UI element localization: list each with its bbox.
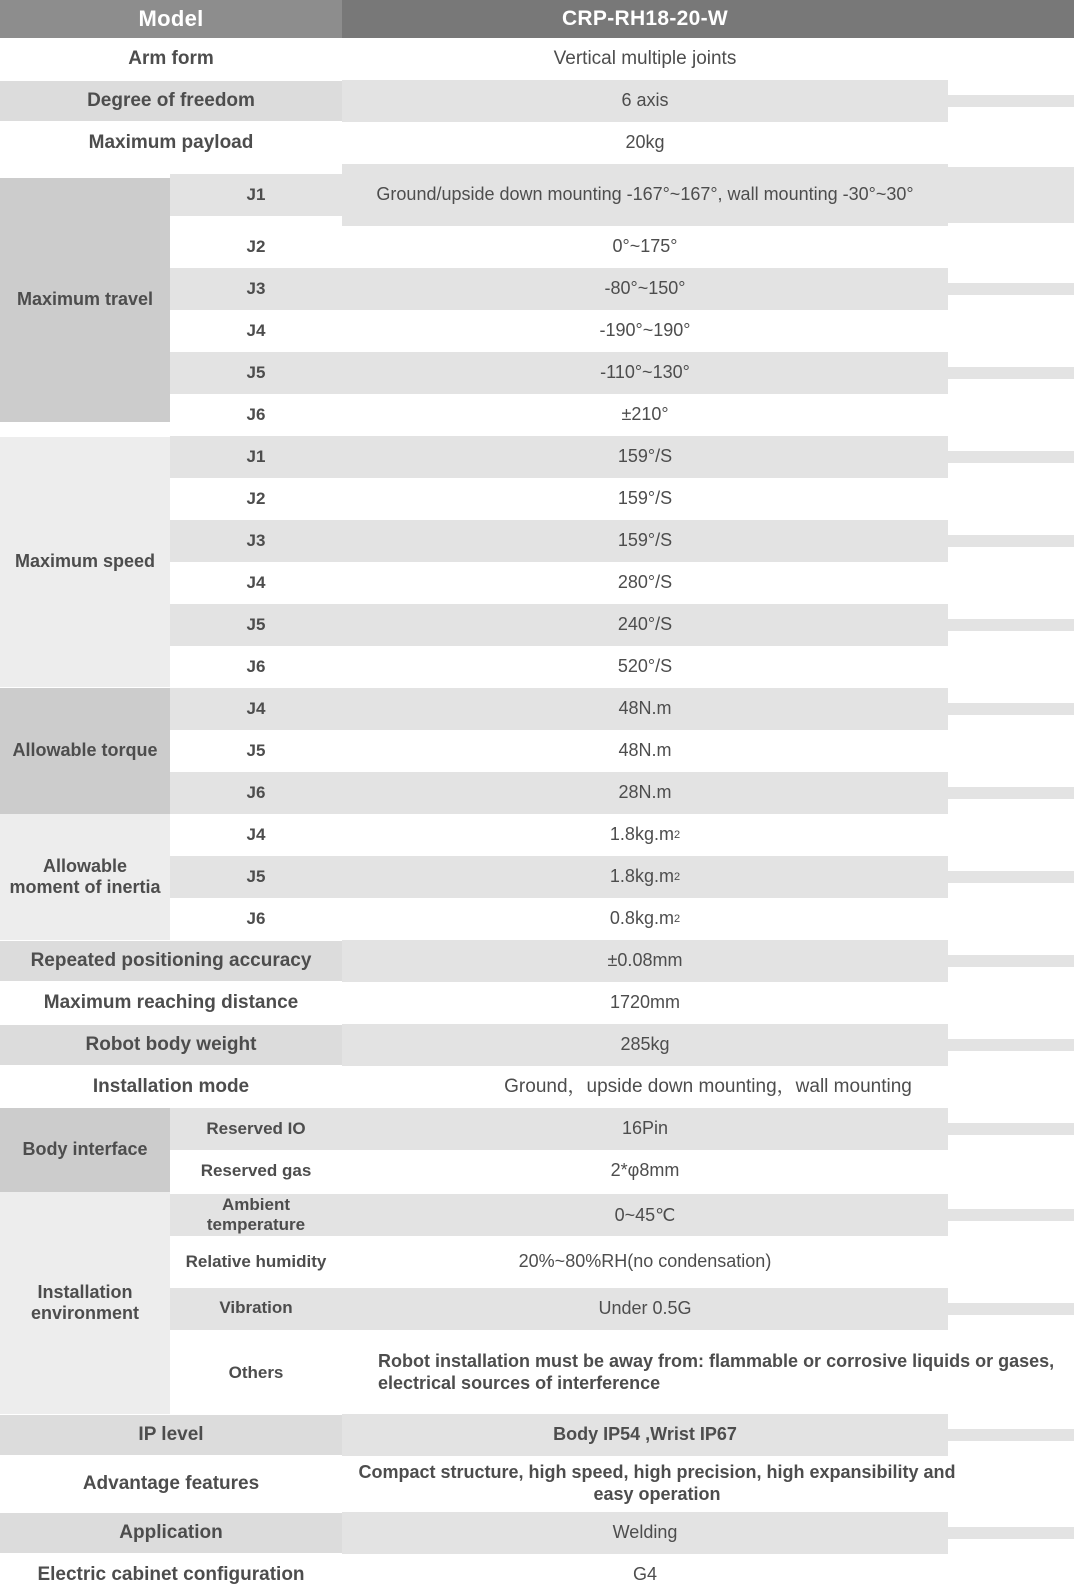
- row-pad: [948, 451, 1074, 463]
- row-value-speed-j2: 159°/S: [342, 478, 948, 520]
- row-pad: [948, 409, 1074, 421]
- row-value-dof: 6 axis: [342, 80, 948, 122]
- row-value-travel-j3: -80°~150°: [342, 268, 948, 310]
- row-value-body-weight: 285kg: [342, 1024, 948, 1066]
- moment-value-text: 1.8kg.m: [609, 866, 674, 887]
- sub-label-joint: J4: [170, 562, 342, 604]
- table-row: [0, 1414, 1074, 1456]
- row-value-travel-j4: -190°~190°: [342, 310, 948, 352]
- row-value-repeat-accuracy: ±0.08mm: [342, 940, 948, 982]
- row-pad: [948, 871, 1074, 883]
- row-pad: [948, 241, 1074, 253]
- header-model-label: Model: [0, 0, 342, 38]
- row-pad: [948, 1256, 1074, 1268]
- row-label-application: Application: [0, 1513, 342, 1553]
- moment-value-text: 0.8kg.m: [609, 908, 674, 929]
- table-row: [0, 1512, 1074, 1554]
- row-value-ambient-temperature: 0~45℃: [342, 1194, 948, 1236]
- row-pad: [948, 829, 1074, 841]
- sub-label-joint: J5: [170, 856, 342, 898]
- row-label-installation-mode: Installation mode: [0, 1067, 342, 1107]
- row-value-travel-j1: Ground/upside down mounting -167°~167°, wall mounting -30°~30°: [342, 164, 948, 226]
- row-pad: [948, 53, 1074, 65]
- sub-label-joint: J3: [170, 268, 342, 310]
- row-value-application: Welding: [342, 1512, 948, 1554]
- row-pad: [948, 1209, 1074, 1221]
- sub-label-relative-humidity: Relative humidity: [170, 1241, 342, 1283]
- group-label-allowable-moment: Allowable moment of inertia: [0, 814, 170, 940]
- group-label-maximum-speed: Maximum speed: [0, 437, 170, 687]
- sub-label-joint: J4: [170, 814, 342, 856]
- row-pad: [948, 1123, 1074, 1135]
- row-value-speed-j3: 159°/S: [342, 520, 948, 562]
- row-pad: [948, 535, 1074, 547]
- row-pad: [948, 1165, 1074, 1177]
- row-value-others: Robot installation must be away from: flammable or corrosive liquids or gases, electrical sources of interference: [342, 1336, 1074, 1410]
- table-row: [0, 688, 1074, 730]
- table-row: [0, 1456, 1074, 1512]
- row-pad: [948, 745, 1074, 757]
- row-pad: [948, 661, 1074, 673]
- header-pad: [948, 0, 1074, 38]
- row-label-body-weight: Robot body weight: [0, 1025, 342, 1065]
- table-row: [0, 814, 1074, 856]
- row-value-advantage: Compact structure, high speed, high precision, high expansibility and easy operation: [342, 1456, 1074, 1512]
- sub-label-joint: J1: [170, 174, 342, 216]
- row-value-reserved-gas: 2*φ8mm: [342, 1150, 948, 1192]
- table-row: [0, 1192, 1074, 1239]
- table-row: [0, 1554, 1074, 1596]
- table-row: [0, 164, 1074, 226]
- row-pad: [948, 619, 1074, 631]
- row-label-repeat-accuracy: Repeated positioning accuracy: [0, 941, 342, 981]
- group-label-maximum-travel: Maximum travel: [0, 178, 170, 422]
- row-value-travel-j5: -110°~130°: [342, 352, 948, 394]
- row-label-cabinet: Electric cabinet configuration: [0, 1555, 342, 1595]
- table-header-row: [0, 0, 1074, 38]
- row-pad: [948, 367, 1074, 379]
- row-value-ip-level: Body IP54 ,Wrist IP67: [342, 1414, 948, 1456]
- row-pad: [948, 1569, 1074, 1581]
- sub-label-joint: J4: [170, 310, 342, 352]
- row-label-dof: Degree of freedom: [0, 81, 342, 121]
- sub-label-vibration: Vibration: [170, 1288, 342, 1330]
- sub-label-joint: J1: [170, 436, 342, 478]
- row-value-vibration: Under 0.5G: [342, 1288, 948, 1330]
- moment-exponent: 2: [673, 870, 681, 883]
- row-pad: [948, 283, 1074, 295]
- sub-label-joint: J6: [170, 772, 342, 814]
- row-label-max-payload: Maximum payload: [0, 123, 342, 163]
- row-value-travel-j6: ±210°: [342, 394, 948, 436]
- table-row: [0, 982, 1074, 1024]
- row-value-arm-form: Vertical multiple joints: [342, 38, 948, 80]
- row-pad: [948, 1527, 1074, 1539]
- sub-label-others: Others: [170, 1336, 342, 1410]
- row-pad: [948, 913, 1074, 925]
- row-value-reserved-io: 16Pin: [342, 1108, 948, 1150]
- table-row: [0, 1024, 1074, 1066]
- row-value-max-payload: 20kg: [342, 122, 948, 164]
- group-label-installation-environment: Installation environment: [0, 1192, 170, 1414]
- row-pad: [948, 167, 1074, 223]
- sub-label-joint: J6: [170, 394, 342, 436]
- row-pad: [948, 1429, 1074, 1441]
- table-row: [0, 1066, 1074, 1108]
- row-pad: [948, 997, 1074, 1009]
- row-value-torque-j4: 48N.m: [342, 688, 948, 730]
- row-label-advantage: Advantage features: [0, 1456, 342, 1512]
- row-pad: [948, 955, 1074, 967]
- sub-label-joint: J6: [170, 898, 342, 940]
- row-pad: [948, 493, 1074, 505]
- row-value-moment-j5: [342, 856, 948, 898]
- row-pad: [948, 325, 1074, 337]
- row-pad: [948, 1303, 1074, 1315]
- sub-label-joint: J5: [170, 730, 342, 772]
- table-row: [0, 122, 1074, 164]
- sub-label-joint: J2: [170, 226, 342, 268]
- row-pad: [948, 1039, 1074, 1051]
- row-pad: [948, 787, 1074, 799]
- row-pad: [948, 95, 1074, 107]
- row-value-moment-j4: [342, 814, 948, 856]
- row-pad: [948, 703, 1074, 715]
- row-pad: [948, 137, 1074, 149]
- header-model-value: CRP-RH18-20-W: [342, 0, 948, 38]
- sub-label-joint: J5: [170, 604, 342, 646]
- row-label-max-reach: Maximum reaching distance: [0, 983, 342, 1023]
- group-label-body-interface: Body interface: [0, 1108, 170, 1192]
- row-label-ip-level: IP level: [0, 1415, 342, 1455]
- sub-label-joint: J4: [170, 688, 342, 730]
- row-value-speed-j6: 520°/S: [342, 646, 948, 688]
- row-value-torque-j6: 28N.m: [342, 772, 948, 814]
- row-value-speed-j5: 240°/S: [342, 604, 948, 646]
- sub-label-joint: J2: [170, 478, 342, 520]
- row-value-speed-j1: 159°/S: [342, 436, 948, 478]
- sub-label-joint: J5: [170, 352, 342, 394]
- moment-exponent: 2: [673, 912, 681, 925]
- table-row: [0, 436, 1074, 478]
- row-value-moment-j6: [342, 898, 948, 940]
- table-row: [0, 80, 1074, 122]
- row-value-torque-j5: 48N.m: [342, 730, 948, 772]
- row-value-relative-humidity: 20%~80%RH(no condensation): [342, 1241, 948, 1283]
- sub-label-reserved-gas: Reserved gas: [170, 1150, 342, 1192]
- row-value-installation-mode: Ground，upside down mounting，wall mounting: [342, 1066, 1074, 1108]
- sub-label-joint: J6: [170, 646, 342, 688]
- row-value-cabinet: G4: [342, 1554, 948, 1596]
- moment-value-text: 1.8kg.m: [609, 824, 674, 845]
- sub-label-joint: J3: [170, 520, 342, 562]
- group-label-allowable-torque: Allowable torque: [0, 688, 170, 814]
- row-value-max-reach: 1720mm: [342, 982, 948, 1024]
- table-row: [0, 1108, 1074, 1150]
- row-value-travel-j2: 0°~175°: [342, 226, 948, 268]
- moment-exponent: 2: [673, 828, 681, 841]
- sub-label-reserved-io: Reserved IO: [170, 1108, 342, 1150]
- row-value-speed-j4: 280°/S: [342, 562, 948, 604]
- table-row: [0, 38, 1074, 80]
- sub-label-ambient-temperature: Ambient temperature: [170, 1194, 342, 1236]
- row-pad: [948, 577, 1074, 589]
- row-label-arm-form: Arm form: [0, 39, 342, 79]
- table-row: [0, 940, 1074, 982]
